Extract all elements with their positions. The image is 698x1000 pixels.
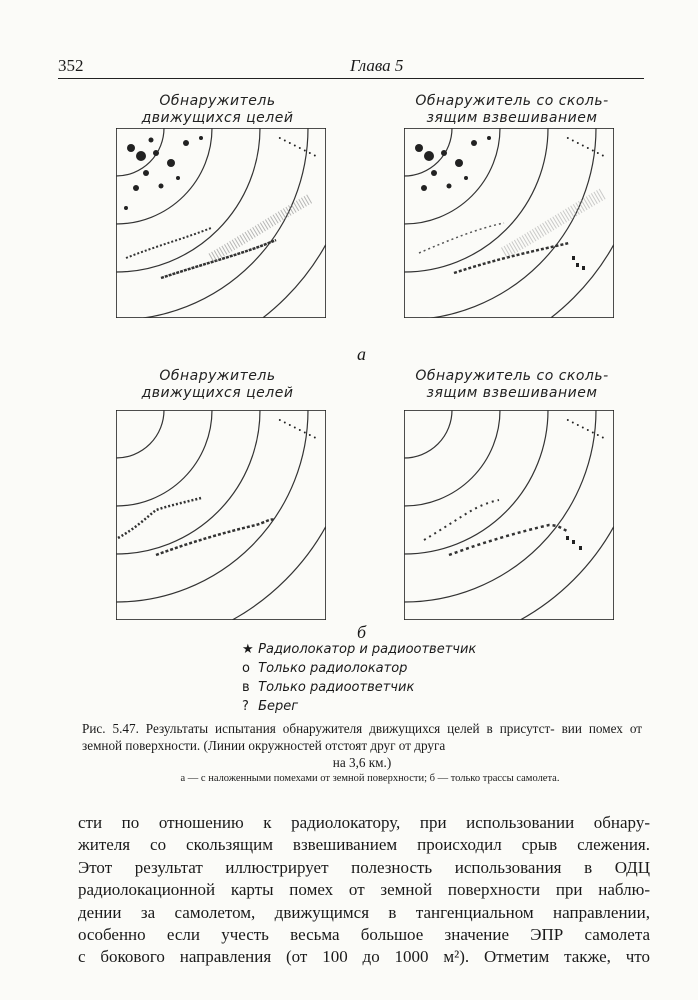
body-line: дении за самолетом, движущимся в тангенциальном направлении, [78,902,650,922]
legend-label: Радиолокатор и радиоответчик [258,642,477,657]
coastline-dot [602,437,604,439]
label-a: а [357,344,366,364]
legend [242,640,476,716]
coastline-dot [304,432,306,434]
coastline-dot [572,422,574,424]
coastline-dot [279,137,281,139]
range-ring [0,0,308,320]
legend-mark: ? [242,699,249,714]
coastline-dot [314,155,316,157]
plot-frame [404,410,614,620]
legend-item [242,697,476,716]
coastline-dot [299,429,301,431]
legend-label: Только радиоответчик [258,680,415,695]
coastline-dot [289,424,291,426]
chapter-title: Глава 5 [350,56,404,75]
range-ring [0,0,260,272]
coastline-dot [592,432,594,434]
body-line: радиолокационной карты помех от земной поверхности при наблю- [78,880,650,900]
legend-mark: ★ [242,642,254,657]
label-b: б [357,622,367,642]
panel-b-right-title: Обнаружитель со сколь- зящим взвешиванием [415,368,609,401]
coastline-dot [299,147,301,149]
coastline-dot [294,145,296,147]
radar-plot-b-right [404,410,614,600]
plot-frame [116,128,326,318]
coastline-dot [597,152,599,154]
radar-plot-a-right-figure [404,128,614,318]
radar-plot-b-left [116,410,326,600]
coastline-dot [284,422,286,424]
body-line: Этот результат иллюстрирует полезность использования в ОДЦ [78,857,650,877]
coastline-dot [279,419,281,421]
coastline-dot [309,434,311,436]
legend-label: Берег [258,699,299,714]
coastline-dot [314,437,316,439]
coastline-dot [592,150,594,152]
coastline-dot [567,137,569,139]
panel-a-left-title: Обнаружитель движущихся целей [141,93,294,126]
panel-b-left-title: Обнаружитель движущихся целей [141,368,294,401]
caption-line: на 3,6 км.) [332,755,392,770]
coastline-dot [572,140,574,142]
plot-frame [404,128,614,318]
coastline-dot [294,427,296,429]
legend-item [242,678,476,697]
coastline-dot [577,142,579,144]
body-line: сти по отношению к радиолокатору, при использовании обнару- [78,813,650,832]
coastline-dot [289,142,291,144]
legend-mark: о [242,661,250,676]
legend-mark: в [242,680,250,695]
coastline-dot [587,429,589,431]
page-number: 352 [58,56,84,75]
figure-caption [82,720,642,771]
radar-plot-a-left-figure [116,128,326,318]
coastline-dot [304,150,306,152]
coastline-dot [602,155,604,157]
panel-a-right-title: Обнаружитель со сколь- зящим взвешиванием [415,93,609,126]
legend-label: Только радиолокатор [258,661,408,676]
radar-plot-a-left [116,128,326,318]
plot-frame [116,410,326,620]
coastline-dot [577,424,579,426]
radar-plot-b-right-figure [404,410,614,620]
legend-item [242,640,476,659]
caption-line: вии помех от земной поверхности. (Линии окружностей отстоят друг от друга [82,721,643,753]
caption-subtext: а — с наложенными помехами от земной поверхности; б — только трассы самолета. [180,773,560,784]
radar-plot-a-right [404,128,614,318]
page-header [58,56,644,79]
body-line: с бокового направления (от 100 до 1000 м²). Отметим также, что [78,947,650,967]
legend-item [242,659,476,678]
body-line: жителя со скользящим взвешиванием происходил срыв слежения. [78,835,650,855]
radar-plot-b-left-figure [116,410,326,620]
coastline-dot [567,419,569,421]
coastline-dot [587,147,589,149]
coastline-dot [597,434,599,436]
body-paragraph [78,812,650,969]
coastline-dot [582,145,584,147]
coastline-dot [309,152,311,154]
caption-line: Рис. 5.47. Результаты испытания обнаружителя движущихся целей в присутст- [82,721,555,736]
coastline-dot [284,140,286,142]
body-line: особенно если учесть весьма большое значение ЭПР самолета [78,924,650,944]
coastline-dot [582,427,584,429]
